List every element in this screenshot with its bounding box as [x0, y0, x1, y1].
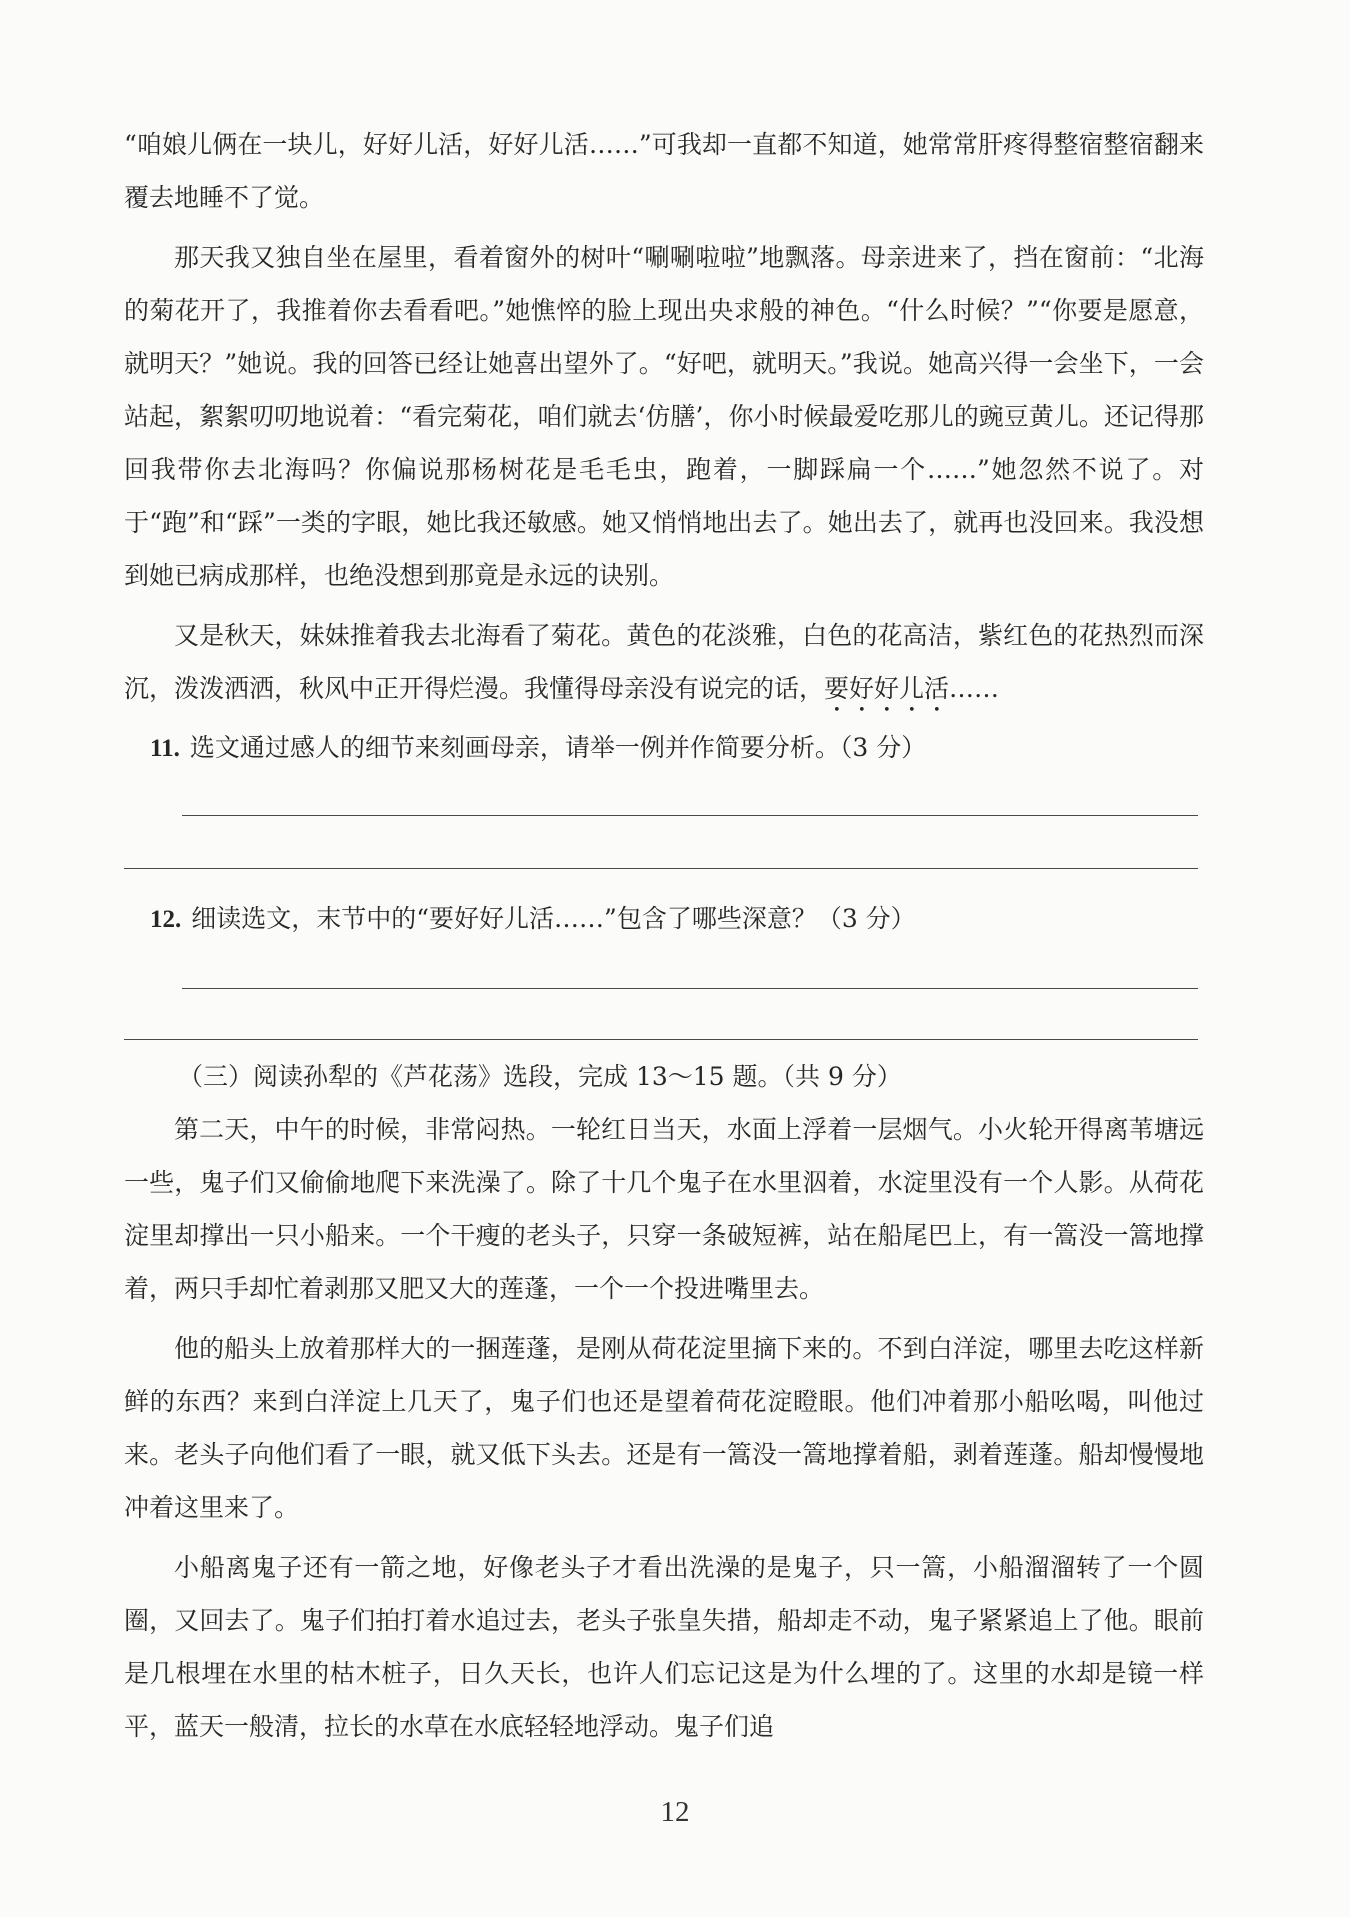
section-three-paragraph-1: 第二天，中午的时候，非常闷热。一轮红日当天，水面上浮着一层烟气。小火轮开得离苇塘远一些，鬼子们又偷偷地爬下来洗澡了。除了十几个鬼子在水里泅着，水淀里没有一个人影。从荷花淀里却撑出一只小船来。一个干瘦的老头子，只穿一条破短裤，站在船尾巴上，有一篙没一篙地撑着，两只手却忙着剥那又肥又大的莲蓬，一个一个投进嘴里去。 — [124, 1115, 1204, 1303]
ellipsis: …… — [949, 674, 1000, 703]
question-number: 12. — [150, 906, 182, 933]
emphasized-phrase: 要好好儿活 — [824, 674, 950, 703]
section-three-title: （三）阅读孙犁的《芦花荡》选段，完成 13～15 题。（共 9 分） — [178, 1062, 902, 1091]
question-12 — [124, 899, 1204, 940]
section-three-paragraph-3: 小船离鬼子还有一箭之地，好像老头子才看出洗澡的是鬼子，只一篙，小船溜溜转了一个圆圈，又回去了。鬼子们拍打着水追过去，老头子张皇失措，船却走不动，鬼子紧紧追上了他。眼前是几根埋在水里的枯木桩子，日久天长，也许人们忘记这是为什么埋的了。这里的水却是镜一样平，蓝天一般清，拉长的水草在水底轻轻地浮动。鬼子们追 — [124, 1553, 1204, 1741]
question-text: 细读选文，末节中的“要好好儿活……”包含了哪些深意？（3 分） — [191, 904, 916, 933]
passage-paragraph-3 — [124, 609, 1204, 718]
answer-line[interactable] — [124, 868, 1198, 869]
section-three-paragraph-2: 他的船头上放着那样大的一捆莲蓬，是刚从荷花淀里摘下来的。不到白洋淀，哪里去吃这样新鲜的东西？来到白洋淀上几天了，鬼子们也还是望着荷花淀瞪眼。他们冲着那小船吆喝，叫他过来。老头子向他们看了一眼，就又低下头去。还是有一篙没一篙地撑着船，剥着莲蓬。船却慢慢地冲着这里来了。 — [124, 1334, 1204, 1522]
page-number: 12 — [660, 1796, 690, 1828]
question-number: 11. — [150, 735, 180, 762]
answer-line[interactable] — [182, 815, 1198, 816]
question-11 — [124, 728, 1204, 769]
page-content — [124, 118, 1204, 1753]
passage-paragraph-3-text: 又是秋天，妹妹推着我去北海看了菊花。黄色的花淡雅，白色的花高洁，紫红色的花热烈而深沉，泼泼洒洒，秋风中正开得烂漫。我懂得母亲没有说完的话， — [124, 621, 1204, 703]
passage-paragraph-2: 那天我又独自坐在屋里，看着窗外的树叶“唰唰啦啦”地飘落。母亲进来了，挡在窗前：“北海的菊花开了，我推着你去看看吧。”她憔悴的脸上现出央求般的神色。“什么时候？”“你要是愿意，就明天？”她说。我的回答已经让她喜出望外了。“好吧，就明天。”我说。她高兴得一会坐下，一会站起，絮絮叨叨地说着：“看完菊花，咱们就去‘仿膳’，你小时候最爱吃那儿的豌豆黄儿。还记得那回我带你去北海吗？你偏说那杨树花是毛毛虫，跑着，一脚踩扁一个……”她忽然不说了。对于“跑”和“踩”一类的字眼，她比我还敏感。她又悄悄地出去了。她出去了，就再也没回来。我没想到她已病成那样，也绝没想到那竟是永远的诀别。 — [124, 243, 1204, 590]
answer-line[interactable] — [124, 1039, 1198, 1040]
passage-paragraph-1: “咱娘儿俩在一块儿，好好儿活，好好儿活……”可我却一直都不知道，她常常肝疼得整宿整宿翻来覆去地睡不了觉。 — [124, 130, 1204, 212]
answer-line[interactable] — [182, 988, 1198, 989]
question-text: 选文通过感人的细节来刻画母亲，请举一例并作简要分析。（3 分） — [189, 733, 927, 762]
